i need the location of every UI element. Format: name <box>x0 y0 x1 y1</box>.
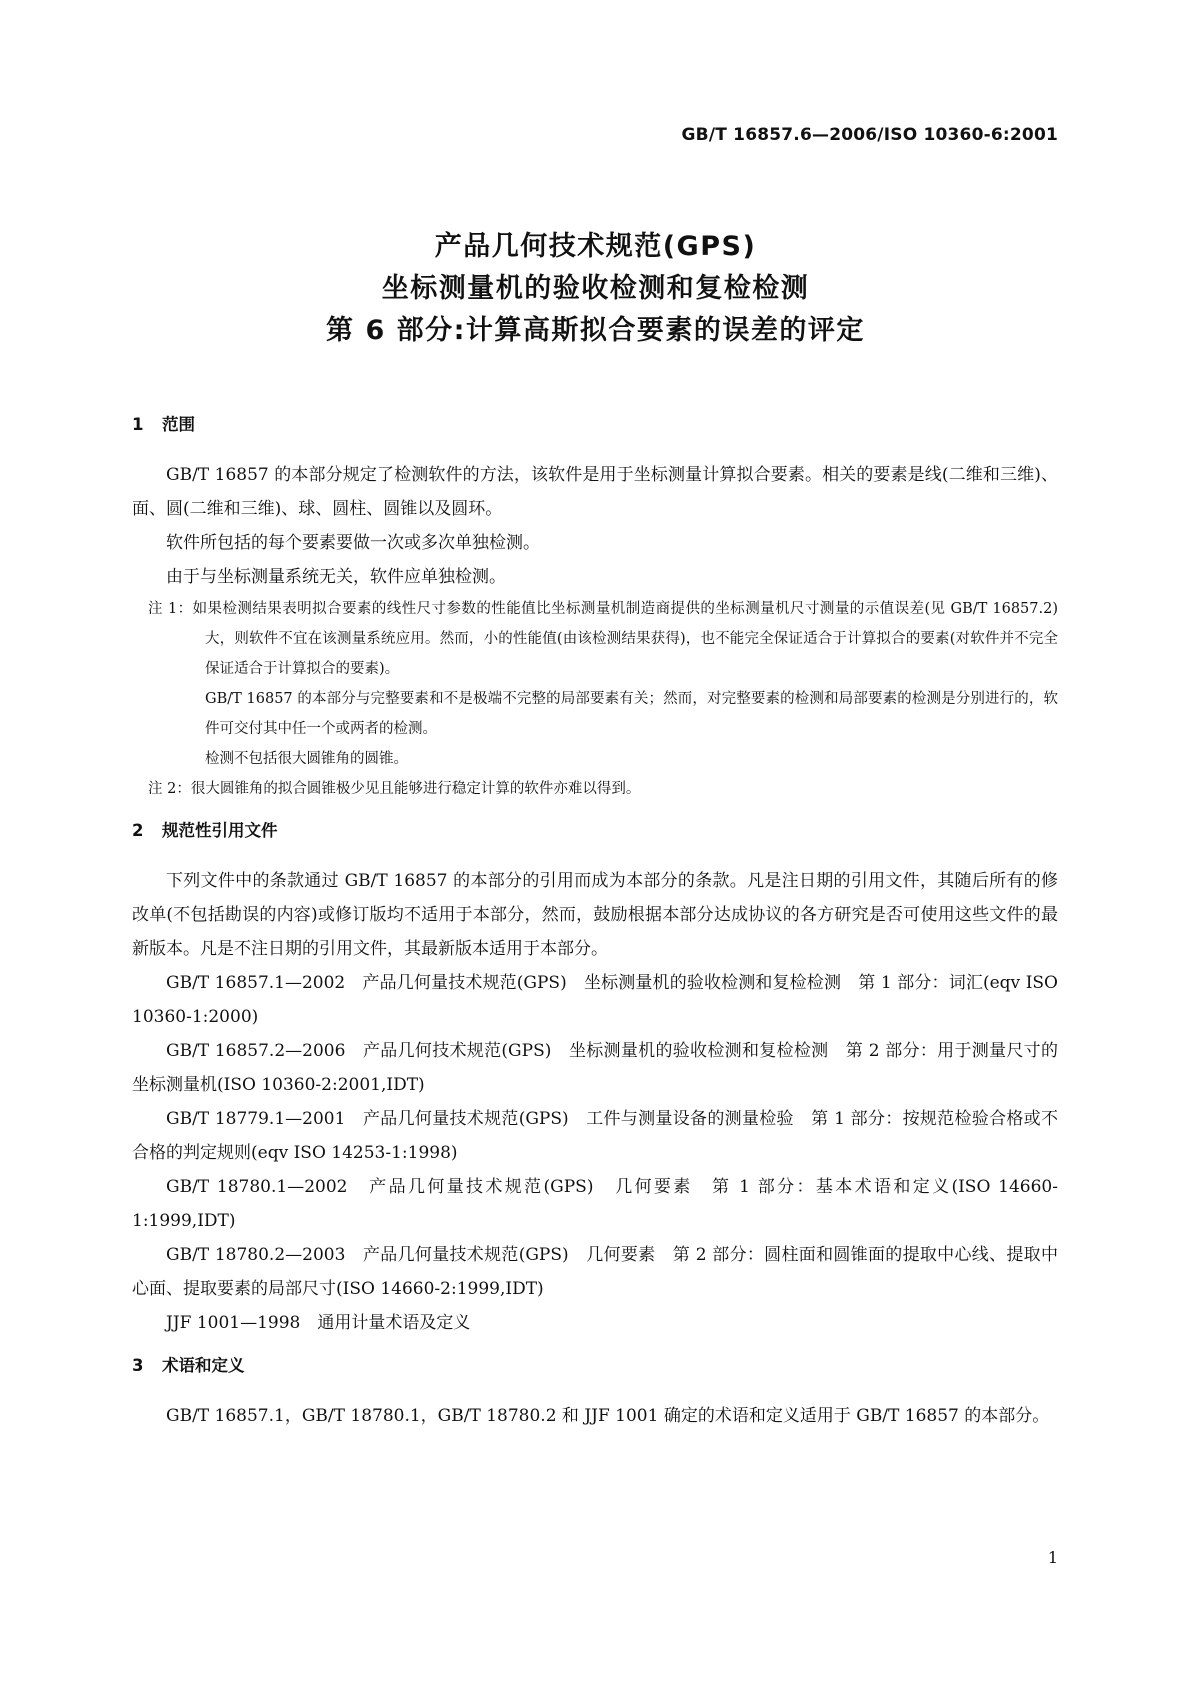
reference-item: JJF 1001—1998 通用计量术语及定义 <box>166 1313 471 1333</box>
reference-item: GB/T 18780.2—2003 产品几何量技术规范(GPS) 几何要素 第 2 部分：圆柱面和圆锥面的提取中心线、提取中心面、提取要素的局部尺寸(ISO 14660-2:1999,IDT) <box>132 1245 1058 1299</box>
standard-code: GB/T 16857.6—2006/ISO 10360-6:2001 <box>681 125 1058 145</box>
section-number: 1 <box>132 415 144 434</box>
section-title: 术语和定义 <box>162 1356 245 1375</box>
section-number: 2 <box>132 821 144 840</box>
reference-item: GB/T 18779.1—2001 产品几何量技术规范(GPS) 工件与测量设备的测量检验 第 1 部分：按规范检验合格或不合格的判定规则(eqv ISO 14253-1:1998) <box>132 1109 1058 1163</box>
title-line-3: 第 6 部分:计算高斯拟合要素的误差的评定 <box>326 315 865 346</box>
references-intro: 下列文件中的条款通过 GB/T 16857 的本部分的引用而成为本部分的条款。凡是注日期的引用文件，其随后所有的修改单(不包括勘误的内容)或修订版均不适用于本部分，然而，鼓励根据本部分达成协议的各方研究是否可使用这些文件的最新版本。凡是不注日期的引用文件，其最新版本适用于本部分。 <box>132 871 1058 959</box>
scope-paragraph-2: 软件所包括的每个要素要做一次或多次单独检测。 <box>166 533 540 553</box>
document-body <box>132 413 1058 1433</box>
section-number: 3 <box>132 1356 144 1375</box>
reference-item: GB/T 18780.1—2002 产品几何量技术规范(GPS) 几何要素 第 1 部分：基本术语和定义(ISO 14660-1:1999,IDT) <box>132 1177 1058 1231</box>
note-1-continuation-2: 检测不包括很大圆锥角的圆锥。 <box>205 751 408 767</box>
page-number: 1 <box>1047 1548 1058 1567</box>
section-title: 规范性引用文件 <box>162 821 278 840</box>
note-1-continuation-1: GB/T 16857 的本部分与完整要素和不是极端不完整的局部要素有关；然而，对完整要素的检测和局部要素的检测是分别进行的，软件可交付其中任一个或两者的检测。 <box>205 691 1058 737</box>
scope-paragraph-1: GB/T 16857 的本部分规定了检测软件的方法，该软件是用于坐标测量计算拟合要素。相关的要素是线(二维和三维)、面、圆(二维和三维)、球、圆柱、圆锥以及圆环。 <box>132 465 1058 519</box>
reference-item: GB/T 16857.2—2006 产品几何技术规范(GPS) 坐标测量机的验收检测和复检检测 第 2 部分：用于测量尺寸的坐标测量机(ISO 10360-2:2001,IDT) <box>132 1041 1058 1095</box>
scope-paragraph-3: 由于与坐标测量系统无关，软件应单独检测。 <box>166 567 506 587</box>
terms-paragraph: GB/T 16857.1，GB/T 18780.1，GB/T 18780.2 和 JJF 1001 确定的术语和定义适用于 GB/T 16857 的本部分。 <box>166 1406 1050 1426</box>
section-heading-scope <box>132 413 1058 437</box>
section-heading-terms-and-definitions <box>132 1354 1058 1378</box>
title-line-2: 坐标测量机的验收检测和复检检测 <box>381 273 810 304</box>
note-1: 注 1：如果检测结果表明拟合要素的线性尺寸参数的性能值比坐标测量机制造商提供的坐标测量机尺寸测量的示值误差(见 GB/T 16857.2)大，则软件不宜在该测量系统应用。然而，小的性能值(由该检测结果获得)，也不能完全保证适合于计算拟合的要素(对软件并不完全保证适合于计算拟合的要素)。 <box>148 601 1058 677</box>
title-line-1: 产品几何技术规范(GPS) <box>434 231 757 262</box>
section-title: 范围 <box>162 415 195 434</box>
section-heading-normative-references <box>132 819 1058 843</box>
reference-item: GB/T 16857.1—2002 产品几何量技术规范(GPS) 坐标测量机的验收检测和复检检测 第 1 部分：词汇(eqv ISO 10360-1:2000) <box>132 973 1058 1027</box>
note-2: 注 2：很大圆锥角的拟合圆锥极少见且能够进行稳定计算的软件亦难以得到。 <box>148 781 641 797</box>
document-title <box>0 226 1191 352</box>
